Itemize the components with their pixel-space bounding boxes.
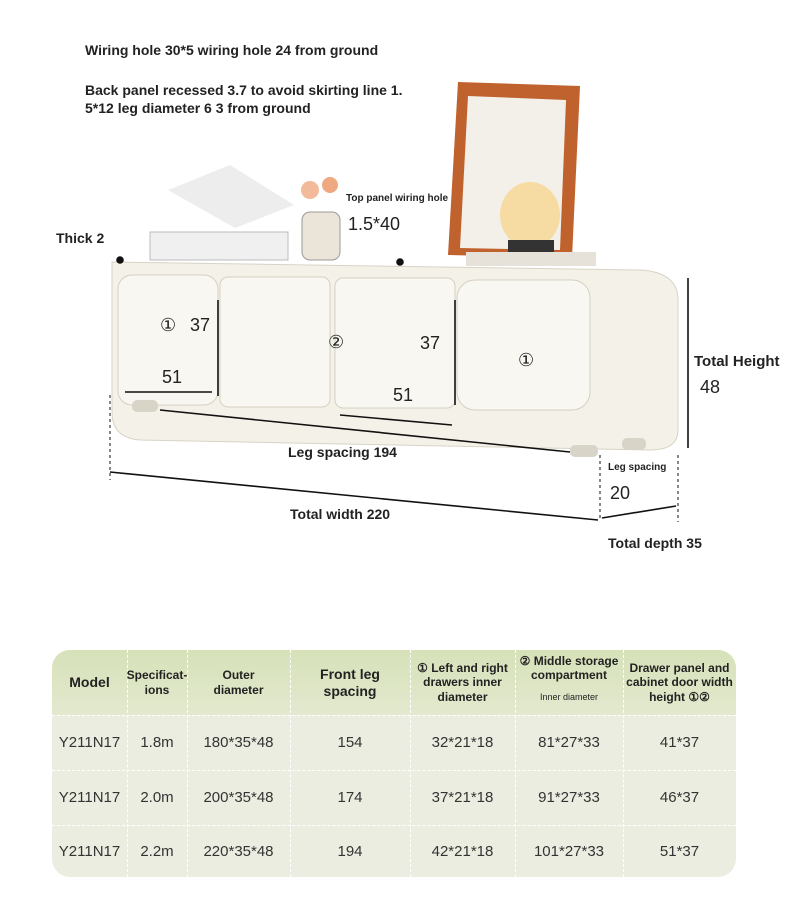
total-width: Total width 220	[290, 506, 391, 522]
record-player	[150, 165, 294, 260]
header-sub: Inner diameter	[539, 691, 599, 702]
header-cell: Specificat- ions	[126, 668, 188, 697]
table-cell: Y211N17	[58, 789, 121, 806]
table-cell: 32*21*18	[431, 734, 494, 751]
table-cell: 194	[337, 842, 363, 860]
header-cell: ② Middle storage compartment	[519, 654, 619, 683]
table-cell: 42*21*18	[431, 842, 494, 860]
table-cell: 174	[337, 789, 363, 806]
table-cell: 2.2m	[140, 842, 174, 860]
table-cell: 37*21*18	[431, 789, 494, 806]
header-cell: Outer diameter	[213, 668, 264, 697]
table-cell: 154	[337, 734, 363, 751]
door-width: 51	[393, 385, 414, 405]
total-height-value: 48	[700, 377, 721, 397]
table-cell: 101*27*33	[533, 842, 605, 860]
drawer-marker-right: ①	[518, 350, 535, 370]
table-cell: 46*37	[659, 789, 700, 806]
table-cell: Y211N17	[58, 734, 121, 751]
cabinet	[112, 262, 678, 457]
header-cell: Drawer panel and cabinet door width height ①②	[626, 660, 733, 704]
drawer-width-left: 51	[162, 367, 183, 387]
flower-vase	[301, 177, 340, 260]
table-cell: 1.8m	[140, 734, 174, 751]
back-panel-note-1: Back panel recessed 3.7 to avoid skirting line 1.	[85, 82, 403, 98]
drawer-height-left: 37	[190, 315, 211, 335]
table-cell: 200*35*48	[203, 789, 274, 806]
back-panel-note-2: 5*12 leg diameter 6 3 from ground	[85, 100, 311, 116]
total-depth: Total depth 35	[608, 535, 702, 551]
header-cell: ① Left and right drawers inner diameter	[417, 660, 508, 704]
table-cell: 220*35*48	[203, 842, 274, 860]
middle-marker: ②	[328, 332, 345, 352]
header-cell: Front leg spacing	[320, 665, 380, 699]
table-cell: 91*27*33	[538, 789, 600, 806]
leg-spacing-value: 20	[610, 483, 631, 503]
top-hole-value: 1.5*40	[348, 214, 401, 234]
total-height-label: Total Height	[694, 353, 780, 370]
table-cell: 51*37	[659, 842, 700, 860]
table-cell: 2.0m	[140, 789, 174, 806]
top-hole-label: Top panel wiring hole	[346, 193, 449, 204]
drawer-marker-left: ①	[160, 315, 177, 335]
door-height: 37	[420, 333, 441, 353]
leg-spacing-194: Leg spacing 194	[288, 444, 397, 460]
wiring-hole-note: Wiring hole 30*5 wiring hole 24 from ground	[85, 42, 379, 58]
table-cell: 180*35*48	[203, 734, 274, 751]
spec-table	[52, 650, 736, 877]
table-cell: 41*37	[659, 734, 700, 751]
thick-label: Thick 2	[56, 230, 105, 246]
leg-spacing-label: Leg spacing	[608, 462, 667, 473]
table-cell: 81*27*33	[538, 734, 600, 751]
header-cell: Model	[69, 674, 110, 691]
table-cell: Y211N17	[58, 842, 121, 860]
